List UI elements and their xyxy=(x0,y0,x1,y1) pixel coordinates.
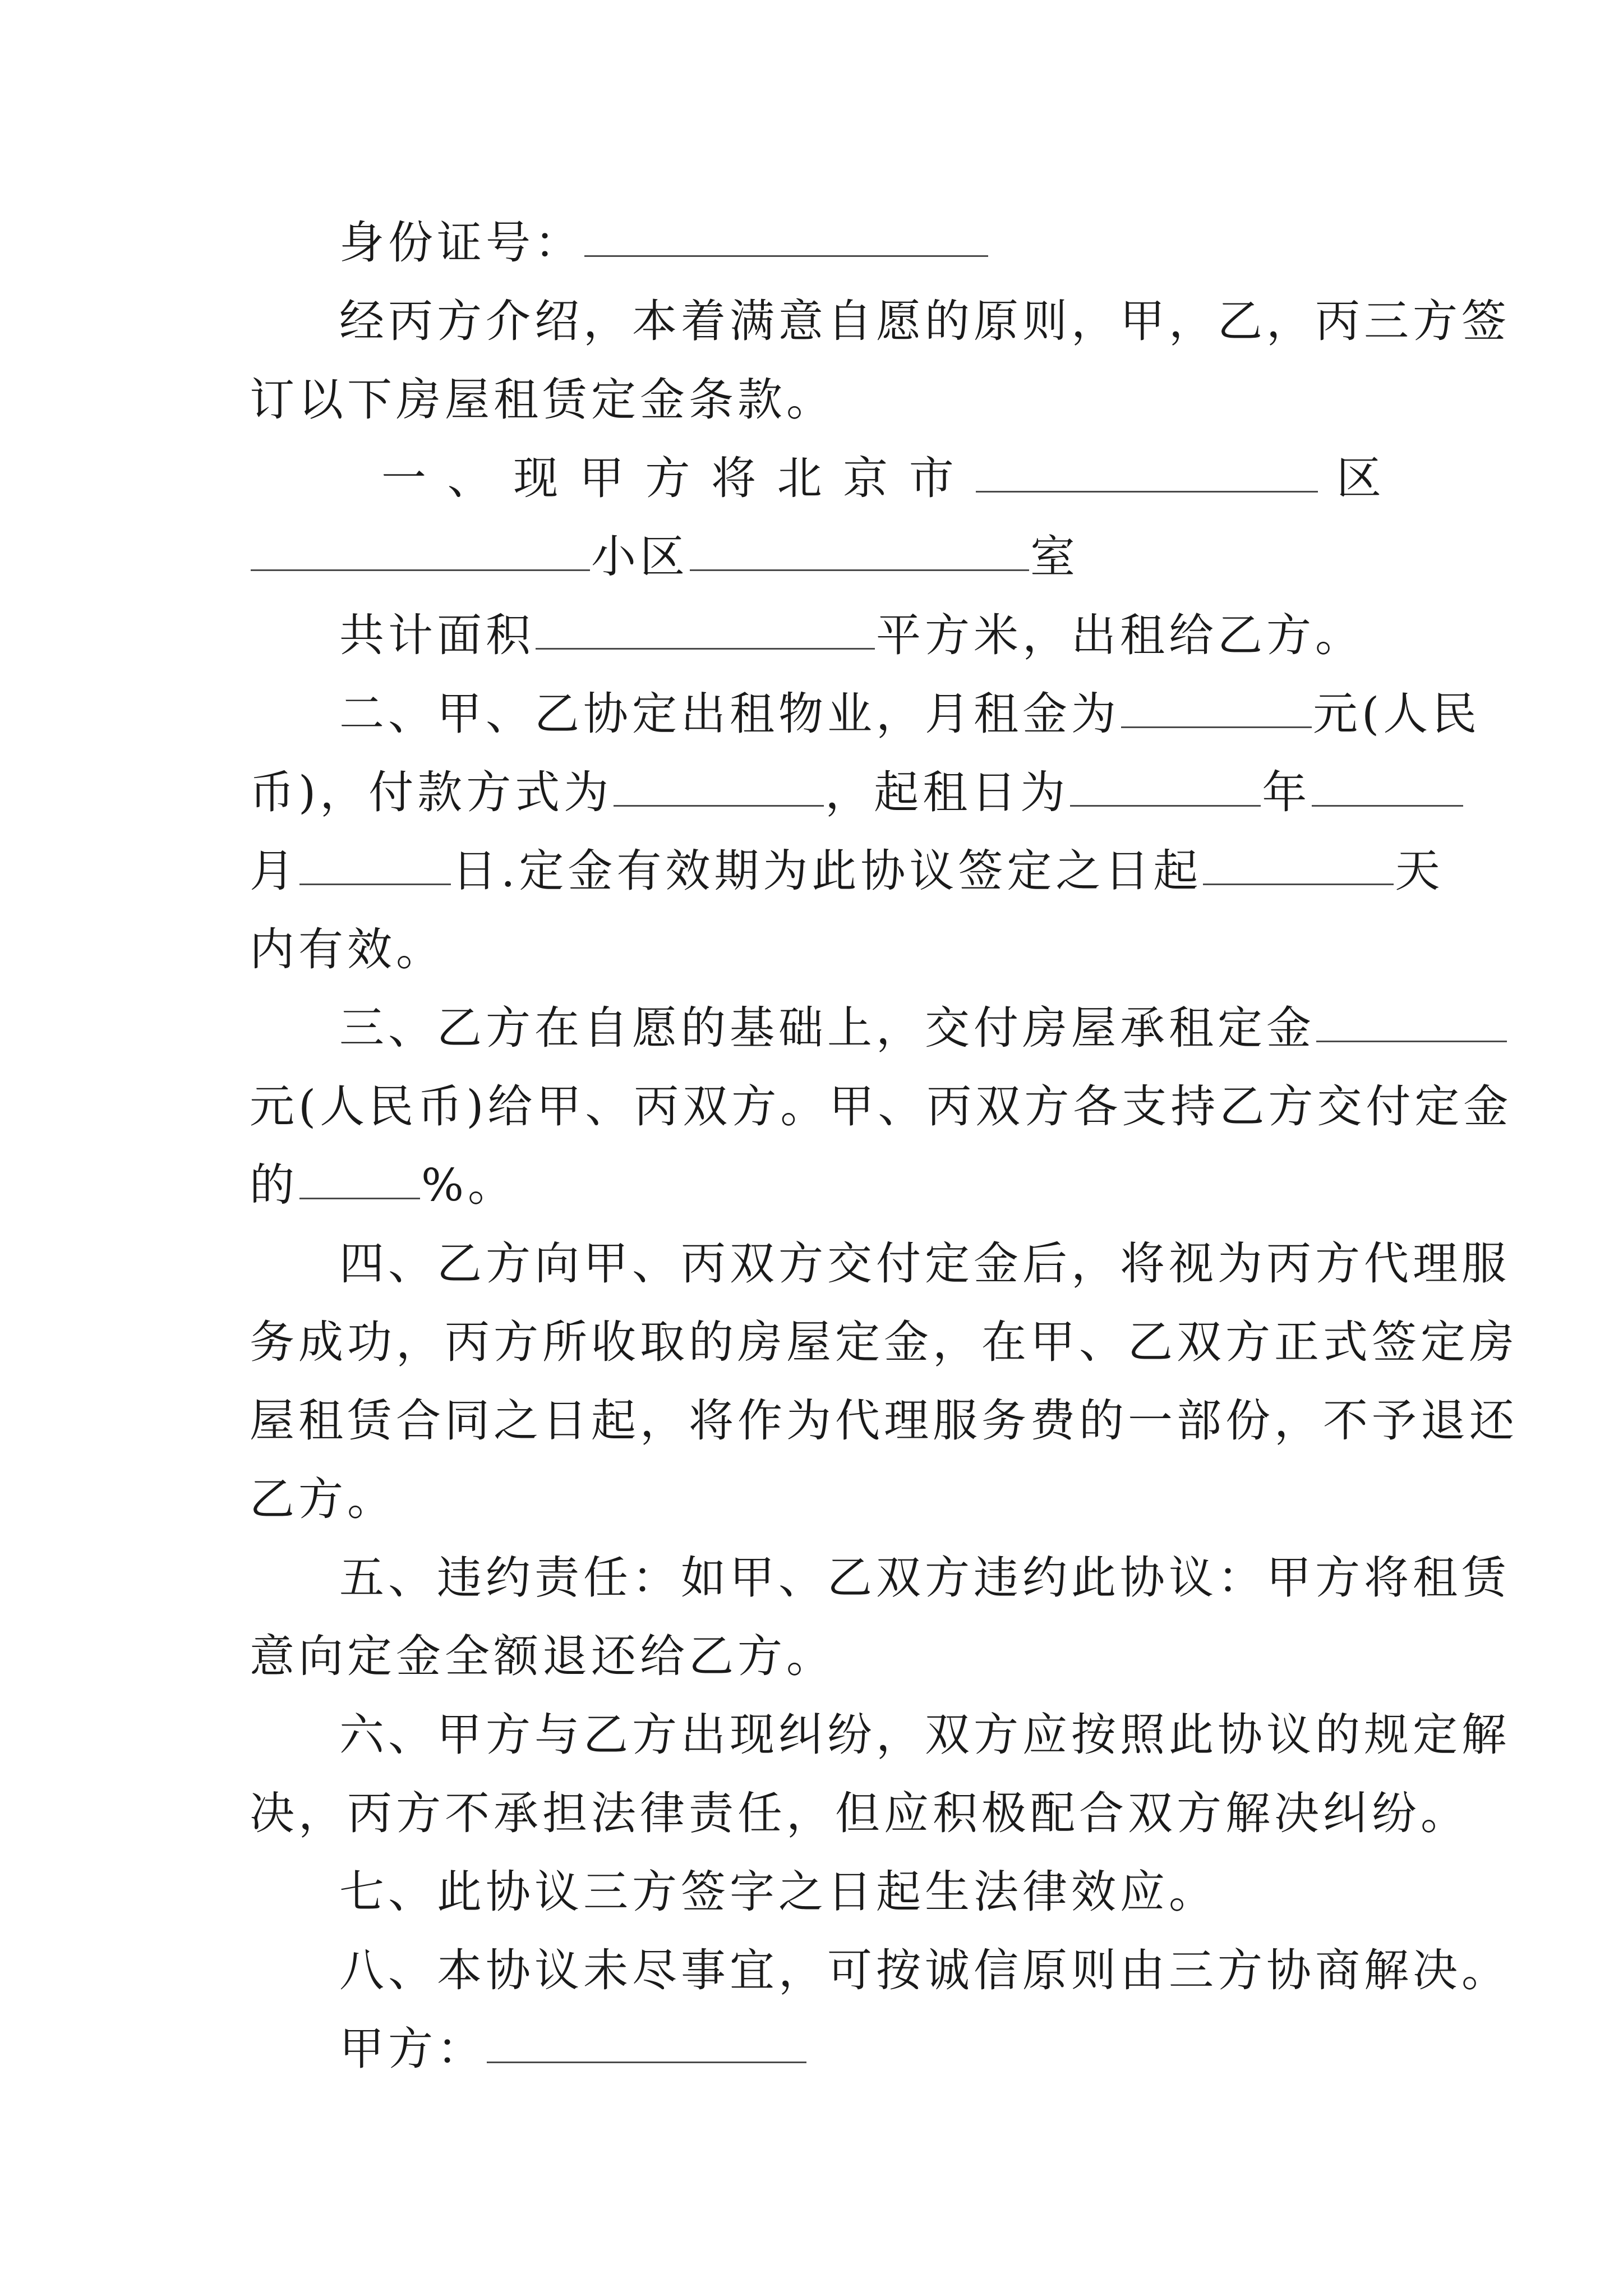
room-label: 室 xyxy=(1030,531,1079,583)
area-blank[interactable] xyxy=(536,596,875,650)
clause-3-text-d: %。 xyxy=(421,1159,517,1211)
street-blank[interactable] xyxy=(251,518,590,571)
clause-1-line-1 xyxy=(381,439,1385,518)
clause-2-text-f: 月 xyxy=(250,845,298,897)
clause-3-line-1 xyxy=(339,989,1508,1068)
clause-4-line-2: 务成功，丙方所收取的房屋定金，在甲、乙双方正式签定房 xyxy=(250,1316,1518,1368)
district-blank[interactable] xyxy=(976,439,1318,493)
clause-2-line-1 xyxy=(339,675,1481,753)
party-a-signature-blank[interactable] xyxy=(487,2010,806,2063)
clause-4-line-3: 屋租赁合同之日起，将作为代理服务费的一部份，不予退还 xyxy=(250,1395,1518,1447)
community-label: 小区 xyxy=(591,531,689,583)
clause-2-line-2 xyxy=(250,753,1464,832)
clause-5-line-2: 意向定金全额退还给乙方。 xyxy=(250,1630,835,1682)
clause-1-char: 方 xyxy=(645,452,694,504)
clause-8-line: 八、本协议未尽事宜，可按诚信原则由三方协商解决。 xyxy=(339,1944,1510,1996)
deposit-amount-blank[interactable] xyxy=(1316,989,1507,1042)
clause-1-char: 市 xyxy=(909,452,958,504)
start-year-blank[interactable] xyxy=(1070,753,1261,807)
id-number-label: 身份证号： xyxy=(339,217,583,269)
clause-1-line-3 xyxy=(339,596,1364,675)
clause-2-text-e: 年 xyxy=(1262,766,1311,818)
clause-1-char: 现 xyxy=(513,452,562,504)
clause-1-char: 、 xyxy=(447,452,496,504)
community-blank[interactable] xyxy=(690,518,1029,571)
clause-2-text-a: 二、甲、乙协定出租物业，月租金为 xyxy=(339,688,1120,740)
clause-3-line-2: 元(人民币)给甲、丙双方。甲、丙双方各支持乙方交付定金 xyxy=(250,1080,1513,1133)
clause-4-line-4: 乙方。 xyxy=(250,1473,396,1525)
clause-2-line-3 xyxy=(250,832,1444,910)
clause-1-char: 一 xyxy=(381,452,430,504)
payment-method-blank[interactable] xyxy=(614,753,824,807)
clause-2-text-h: 天 xyxy=(1395,845,1444,897)
area-tail: 平方米，出租给乙方。 xyxy=(876,609,1364,661)
clause-3-text-a: 三、乙方在自愿的基础上，交付房屋承租定金 xyxy=(339,1002,1315,1054)
start-month-blank[interactable] xyxy=(1312,753,1463,807)
id-number-blank[interactable] xyxy=(584,204,988,257)
clause-1-char: 将 xyxy=(711,452,760,504)
intro-line-1: 经丙方介绍，本着满意自愿的原则，甲，乙，丙三方签 xyxy=(339,295,1510,347)
clause-2-line-4: 内有效。 xyxy=(250,923,445,976)
clause-1-char: 甲 xyxy=(579,452,628,504)
valid-days-blank[interactable] xyxy=(1203,832,1394,885)
area-label: 共计面积 xyxy=(339,609,534,661)
clause-2-text-g: 日.定金有效期为此协议签定之日起 xyxy=(452,845,1202,897)
clause-1-line-2 xyxy=(250,518,1079,596)
clause-1-char: 京 xyxy=(843,452,892,504)
deposit-percent-blank[interactable] xyxy=(299,1146,420,1199)
clause-4-line-1: 四、乙方向甲、丙双方交付定金后，将视为丙方代理服 xyxy=(339,1237,1510,1290)
start-day-blank[interactable] xyxy=(299,832,451,885)
district-label: 区 xyxy=(1336,452,1385,504)
clause-6-line-1: 六、甲方与乙方出现纠纷，双方应按照此协议的规定解 xyxy=(339,1709,1510,1761)
clause-3-text-c: 的 xyxy=(250,1159,298,1211)
party-a-line xyxy=(339,2010,808,2088)
clause-2-text-c: 币)，付款方式为 xyxy=(250,766,613,818)
clause-6-line-2: 决，丙方不承担法律责任，但应积极配合双方解决纠纷。 xyxy=(250,1787,1469,1839)
party-a-label: 甲方： xyxy=(339,2023,486,2075)
clause-7-line: 七、此协议三方签字之日起生法律效应。 xyxy=(339,1866,1218,1918)
monthly-rent-blank[interactable] xyxy=(1121,675,1312,728)
clause-1-char: 北 xyxy=(777,452,826,504)
clause-3-line-3 xyxy=(250,1146,517,1225)
clause-2-text-d: ，起租日为 xyxy=(825,766,1069,818)
clause-2-text-b: 元(人民 xyxy=(1313,688,1481,740)
clause-5-line-1: 五、违约责任：如甲、乙双方违约此协议：甲方将租赁 xyxy=(339,1552,1510,1604)
intro-line-2: 订以下房屋租赁定金条款。 xyxy=(250,374,835,426)
id-number-line xyxy=(339,204,989,282)
